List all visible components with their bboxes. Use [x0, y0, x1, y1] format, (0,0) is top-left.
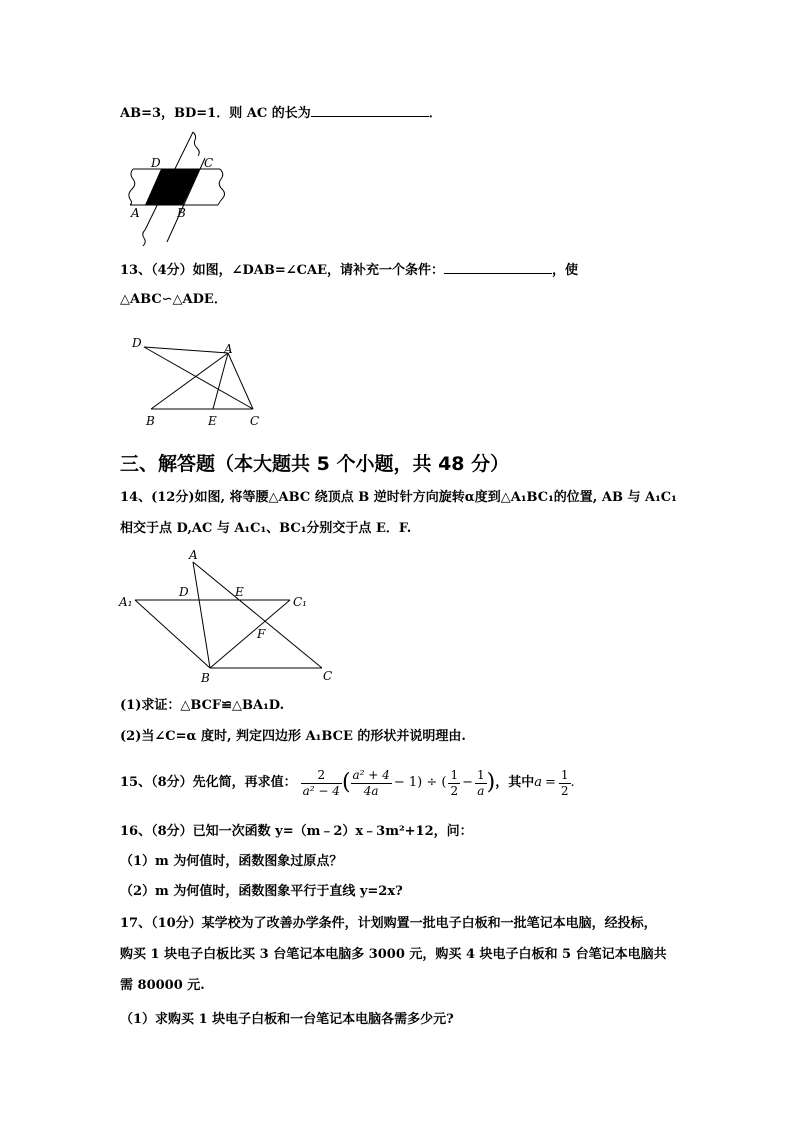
q15-minus-one: − 1) ÷ (	[393, 775, 447, 790]
q17-line1: 17、（10分）某学校为了改善办学条件，计划购置一批电子白板和一批笔记本电脑，经投标，	[120, 916, 657, 931]
figure-13	[128, 335, 278, 430]
q13-text: 13、（4分）如图，∠DAB=∠CAE，请补充一个条件：	[120, 263, 445, 278]
q17-line2: 购买 1 块电子白板比买 3 台笔记本电脑多 3000 元，购买 4 块电子白板和 5 台笔记本电脑共	[120, 947, 667, 962]
q15-frac2	[351, 768, 392, 799]
q13-line2: △ABC∽△ADE．	[120, 292, 227, 307]
fig12-label-A: A	[131, 206, 140, 220]
q15-frac5-num: 1	[560, 767, 569, 782]
fig14-label-A: A	[189, 548, 198, 562]
q15-var: a	[534, 775, 542, 790]
q16-part1: （1）m 为何值时，函数图象过原点？	[120, 854, 343, 869]
fig12-label-C: C	[204, 156, 214, 170]
fig14-label-F: F	[257, 627, 266, 641]
q15-equals: =	[545, 775, 556, 790]
q15-frac5	[559, 768, 571, 799]
q15-line	[120, 766, 575, 800]
q14-part1: (1)求证：△BCF≌△BA₁D.	[120, 698, 285, 713]
q15-frac3	[448, 768, 460, 799]
q15-frac3-den: 2	[450, 783, 459, 798]
q16-line1: 16、（8分）已知一次函数 y=（m﹣2）x﹣3m²+12，问：	[120, 824, 473, 839]
fig13-label-A: A	[224, 342, 233, 356]
q12-line	[120, 104, 442, 123]
q12-text: AB=3，BD=1．则 AC 的长为	[120, 106, 311, 121]
fig14-label-C1: C₁	[293, 595, 307, 609]
q15-prefix: 15、（8分）先化简，再求值：	[120, 775, 297, 790]
q15-end: .	[570, 775, 575, 790]
q14-line2: 相交于点 D,AC 与 A₁C₁、BC₁分别交于点 E．F.	[120, 521, 412, 536]
fig14-label-B: B	[201, 671, 210, 685]
fig14-label-D: D	[179, 585, 189, 599]
q15-frac1-den: a² − 4	[302, 783, 340, 798]
q13-answer-blank[interactable]	[444, 261, 552, 274]
q13-text-after: ，使	[552, 263, 579, 278]
q17-line3: 需 80000 元.	[120, 978, 205, 993]
q15-where: ，其中	[495, 775, 535, 790]
q14-part2: (2)当∠C=α 度时, 判定四边形 A₁BCE 的形状并说明理由.	[120, 729, 466, 744]
q13-line1	[120, 261, 578, 280]
fig13-label-B: B	[146, 414, 155, 428]
fig14-label-E: E	[235, 585, 244, 599]
q15-frac3-num: 1	[450, 767, 459, 782]
section-3-title: 三、解答题（本大题共 5 个小题，共 48 分）	[120, 453, 510, 475]
q15-frac4	[475, 768, 487, 799]
fig13-label-C: C	[250, 414, 260, 428]
fig13-label-E: E	[208, 414, 217, 428]
fig12-label-B: B	[177, 206, 186, 220]
q16-part2: （2）m 为何值时，函数图象平行于直线 y=2x?	[120, 884, 403, 899]
q12-answer-blank[interactable]	[311, 104, 429, 117]
q15-open-paren: (	[341, 770, 351, 795]
fig14-label-A1: A₁	[119, 595, 133, 609]
q15-frac2-den: 4a	[363, 783, 379, 798]
q15-frac4-num: 1	[476, 767, 485, 782]
q15-frac5-den: 2	[560, 783, 569, 798]
figure-12	[115, 130, 235, 250]
q15-frac2-num: a² + 4	[352, 767, 390, 782]
q17-part1: （1）求购买 1 块电子白板和一台笔记本电脑各需多少元?	[120, 1012, 454, 1027]
q15-frac4-den: a	[477, 783, 485, 798]
q15-minus: −	[462, 775, 473, 790]
q14-line1: 14、(12分)如图, 将等腰△ABC 绕顶点 B 逆时针方向旋转α度到△A₁BC₁的位置, AB 与 A₁C₁	[120, 490, 677, 505]
q15-frac1	[301, 768, 342, 799]
q12-end: ．	[428, 106, 442, 121]
fig14-label-C: C	[323, 669, 333, 683]
figure-14	[115, 548, 345, 686]
q15-frac1-num: 2	[301, 768, 342, 784]
fig13-label-D: D	[132, 336, 142, 350]
q15-close-paren: )	[486, 770, 496, 795]
fig12-label-D: D	[151, 156, 161, 170]
